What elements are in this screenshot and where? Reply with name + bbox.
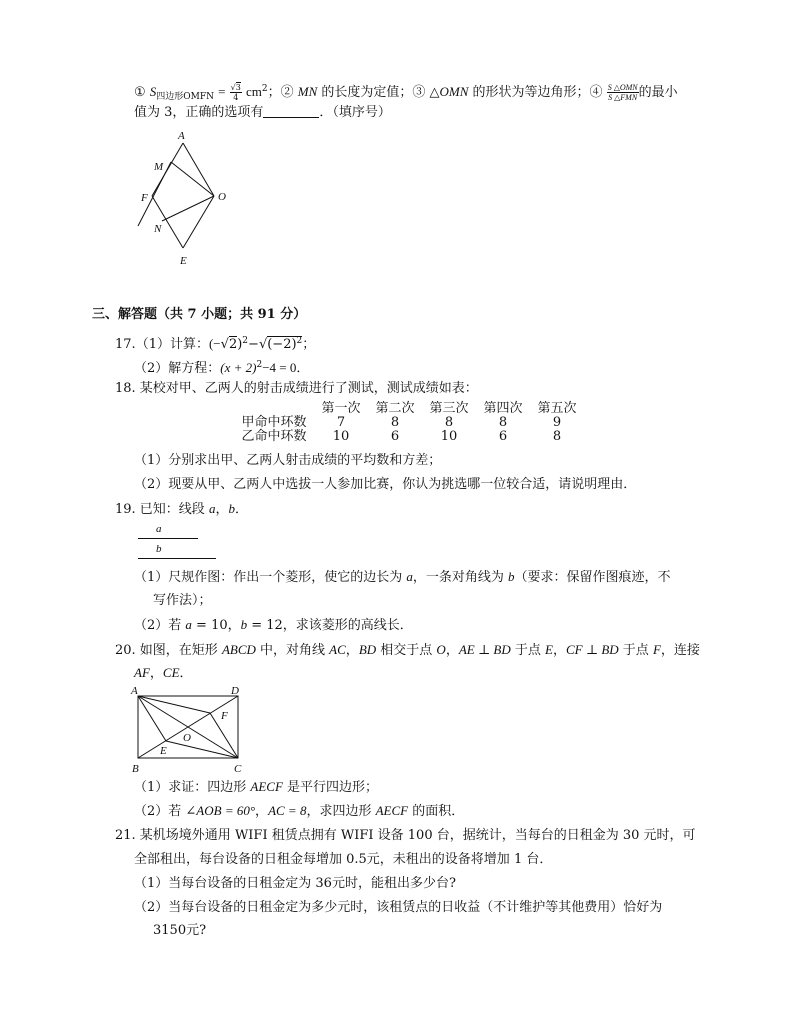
segment-a-label: a: [156, 523, 162, 535]
edge-AO: [183, 143, 214, 196]
table-row: 甲命中环数 7 8 8 8 9: [241, 415, 562, 430]
q21-stem-cont: 全部租出，每台设备的日租金每增加 0.5元，未租出的设备将增加 1 台．: [134, 852, 553, 867]
q20-stem: 20. 如图，在矩形 ABCD 中，对角线 AC，BD 相交于点 O，AE ⊥ BD 于点 E，CF ⊥ BD 于点 F，连接: [115, 642, 700, 658]
area-subscript: 四边形OMFN: [156, 92, 215, 102]
segment-b-label: b: [156, 543, 162, 555]
label-F: F: [221, 710, 228, 722]
section-heading: 三、解答题（共 7 小题；共 91 分）: [92, 307, 307, 322]
segment-a: [138, 538, 198, 539]
q21-stem: 21. 某机场境外通用 WIFI 租赁点拥有 WIFI 设备 100 台，据统计，当每台的日租金为 30 元时，可: [115, 828, 696, 843]
table-row: 乙命中环数 10 6 10 6 8: [241, 429, 562, 444]
label-N: N: [154, 223, 162, 235]
sqrt3-over-4: $\frac{√3}{4}$: [230, 83, 241, 102]
q17-part1: 17.（1）计算：$(-√2)^2-√(-2)^2$；: [115, 336, 316, 352]
q21-part2: （2）当每台设备的日租金定为多少元时，该租赁点的日收益（不计维护等其他费用）恰好为: [134, 900, 663, 915]
q19-stem: 19. 已知：线段 a，b．: [115, 501, 248, 517]
label-O: O: [218, 191, 226, 203]
q19-part2: （2）若 a = 10，b = 12，求该菱形的高线长．: [134, 617, 413, 633]
q21-part1: （1）当每台设备的日租金定为 36元时，能租出多少台?: [134, 876, 456, 891]
label-F: F: [141, 192, 148, 204]
label-C: C: [234, 763, 242, 775]
answer-blank[interactable]: [263, 105, 319, 118]
q20-stem-cont: AF，CE．: [134, 665, 193, 681]
q20-part2: （2）若 ∠AOB = 60°，AC = 8，求四边形 AECF 的面积．: [134, 803, 465, 819]
edge-FE: [152, 196, 183, 248]
label-A: A: [131, 685, 138, 697]
label-M: M: [154, 161, 164, 173]
label-B: B: [132, 763, 139, 775]
q19-part1-cont: 写作法）；: [153, 593, 212, 608]
rectangle-figure: [128, 684, 258, 776]
segment-AE: [138, 696, 166, 741]
q18-part2: （2）现要从甲、乙两人中选拔一人参加比赛，你认为挑选哪一位较合适，请说明理由．: [134, 477, 637, 492]
area-symbol: S: [149, 84, 157, 99]
label-E: E: [180, 255, 187, 267]
q21-part2-cont: 3150元?: [153, 923, 207, 938]
rhombus-figure: [130, 128, 240, 268]
q17-part2: （2）解方程：$(x + 2)^2-4 = 0$．: [134, 360, 310, 376]
label-A: A: [178, 130, 185, 142]
segment-b: [138, 558, 216, 559]
segment-CE: [166, 741, 238, 758]
segment-MO: [171, 162, 214, 196]
options-line-1: ① $S_{四边形OMFN}$ = $\frac{√3}{4}$ $cm^2$；② MN 的长度为定值；③ △OMN 的形状为等边角形；④ $\frac{\text{S △OMN}}{\text{S △FMN}}$ 的最小: [134, 83, 678, 102]
table-header-row: 第一次 第二次 第三次 第四次 第五次: [321, 401, 577, 416]
options-line-2: 值为 3，正确的选项有 ．（填序号）: [134, 105, 391, 120]
score-table: [234, 402, 584, 444]
label-E: E: [160, 745, 167, 757]
q18-part1: （1）分别求出甲、乙两人射击成绩的平均数和方差；: [134, 453, 442, 468]
label-D: D: [231, 685, 239, 697]
segment-AF: [138, 696, 210, 713]
area-ratio-fraction: $\frac{\text{S △OMN}}{\text{S △FMN}}$: [607, 83, 638, 102]
q18-stem: 18. 某校对甲、乙两人的射击成绩进行了测试，测试成绩如表：: [115, 381, 478, 396]
label-O: O: [183, 732, 191, 744]
q19-part1: （1）尺规作图：作出一个菱形，使它的边长为 a，一条对角线为 b（要求：保留作图痕迹，不: [134, 569, 671, 585]
q20-part1: （1）求证：四边形 AECF 是平行四边形；: [134, 779, 379, 795]
